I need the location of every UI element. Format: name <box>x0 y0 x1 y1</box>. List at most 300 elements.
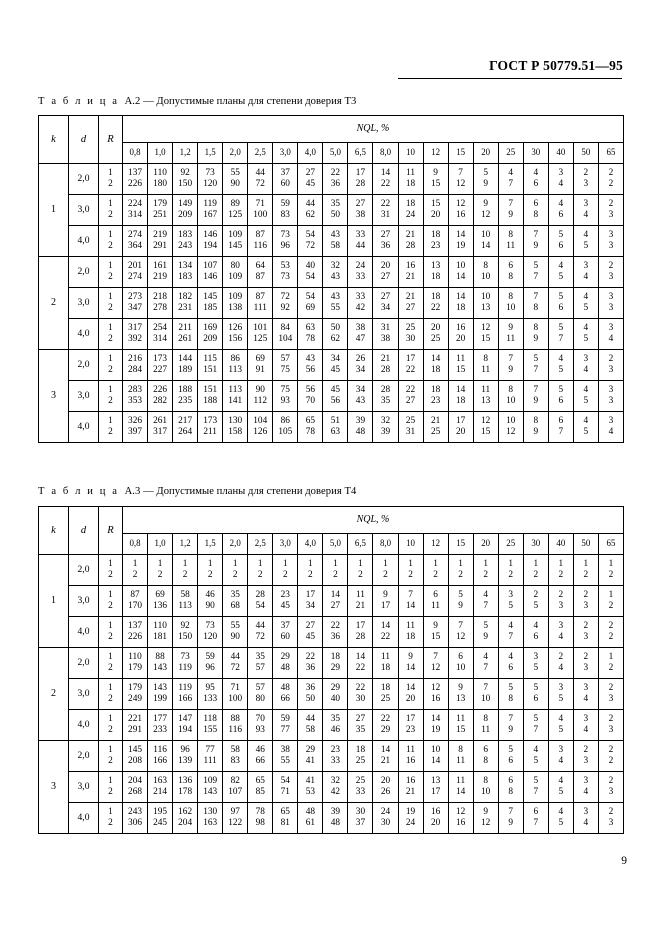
plan-value-n1: 3 <box>583 198 589 209</box>
nql-column-label: 30 <box>523 534 548 555</box>
plan-value-n2: 90 <box>205 601 215 611</box>
plan-value-cell <box>323 350 348 381</box>
plan-value-n1: 1 <box>458 558 463 569</box>
nql-column-label: 6,5 <box>348 534 373 555</box>
plan-value-n2: 10 <box>481 787 491 797</box>
plan-value-cell <box>148 586 173 617</box>
nql-column-label: 0,8 <box>123 534 148 555</box>
plan-value-cell <box>573 772 598 803</box>
plan-value-n1: 7 <box>533 384 539 395</box>
plan-value-n1: 9 <box>408 651 413 662</box>
plan-value-n2: 28 <box>355 179 366 189</box>
plan-value-n2: 194 <box>178 725 193 735</box>
plan-value-cell <box>248 803 273 834</box>
r-value-cell <box>99 164 123 195</box>
plan-value-n1: 221 <box>128 713 142 724</box>
plan-value-n2: 3 <box>608 303 614 313</box>
plan-value-cell <box>223 617 248 648</box>
plan-value-cell <box>198 772 223 803</box>
plan-value-n1: 65 <box>255 775 265 786</box>
plan-value-n1: 16 <box>430 806 441 817</box>
plan-value-n2: 10 <box>455 663 466 673</box>
plan-value-n1: 219 <box>153 229 168 240</box>
plan-value-n2: 22 <box>430 303 441 313</box>
plan-value-cell <box>348 412 373 443</box>
plan-value-n2: 2 <box>608 756 614 766</box>
plan-value-cell <box>248 555 273 586</box>
plan-value-n2: 209 <box>178 210 193 220</box>
plan-value-n1: 2 <box>608 353 614 364</box>
plan-value-n1: 273 <box>128 291 142 302</box>
plan-value-cell <box>448 257 473 288</box>
plan-value-n1: 1 <box>257 558 263 569</box>
r-line-1: 1 <box>108 589 113 600</box>
plan-value-n1: 78 <box>255 806 265 817</box>
plan-value-cell <box>573 617 598 648</box>
plan-value-cell <box>348 710 373 741</box>
plan-value-n1: 14 <box>455 229 466 240</box>
plan-value-cell <box>123 350 148 381</box>
plan-value-n1: 65 <box>305 415 315 426</box>
plan-value-cell <box>423 555 448 586</box>
r-line-1: 1 <box>108 415 113 426</box>
plan-value-cell <box>548 803 573 834</box>
plan-value-n2: 22 <box>380 632 391 642</box>
nql-column-label: 25 <box>498 143 523 164</box>
table-a3 <box>38 506 624 834</box>
plan-value-n2: 98 <box>255 818 265 828</box>
table-row <box>39 772 624 803</box>
plan-value-n1: 39 <box>330 806 341 817</box>
plan-value-n2: 45 <box>305 632 315 642</box>
plan-value-cell <box>198 803 223 834</box>
plan-value-n2: 72 <box>255 179 265 189</box>
plan-value-n2: 16 <box>430 694 441 704</box>
plan-value-n2: 78 <box>305 427 315 437</box>
plan-value-n2: 8 <box>508 787 514 797</box>
plan-value-cell <box>573 741 598 772</box>
plan-value-cell <box>398 226 423 257</box>
plan-value-cell <box>123 319 148 350</box>
plan-value-n2: 20 <box>430 210 441 220</box>
plan-value-n1: 12 <box>430 682 441 693</box>
plan-value-n2: 22 <box>380 179 391 189</box>
plan-value-cell <box>323 164 348 195</box>
d-value-cell: 4,0 <box>69 226 99 257</box>
plan-value-n2: 10 <box>481 694 491 704</box>
r-line-1: 1 <box>108 260 113 271</box>
plan-value-cell <box>448 381 473 412</box>
plan-value-n1: 119 <box>203 198 217 209</box>
plan-value-n2: 21 <box>405 787 416 797</box>
column-header-d: d <box>69 507 99 555</box>
caption-number: А.2 <box>124 96 141 107</box>
plan-value-n2: 36 <box>330 632 341 642</box>
nql-column-label: 12 <box>423 534 448 555</box>
nql-column-label: 4,0 <box>298 143 323 164</box>
plan-value-n1: 107 <box>203 260 218 271</box>
plan-value-n1: 55 <box>230 620 240 631</box>
plan-value-cell <box>373 617 398 648</box>
plan-value-n2: 6 <box>508 756 514 766</box>
plan-value-n2: 145 <box>228 241 243 251</box>
plan-value-n2: 274 <box>128 272 142 282</box>
r-line-2: 2 <box>108 365 113 375</box>
r-value-cell <box>99 412 123 443</box>
plan-value-n2: 183 <box>178 272 193 282</box>
plan-value-cell <box>323 257 348 288</box>
plan-value-n2: 33 <box>355 787 366 797</box>
plan-value-n2: 6 <box>508 663 514 673</box>
d-value-cell: 2,0 <box>69 555 99 586</box>
plan-value-cell <box>298 350 323 381</box>
plan-value-n2: 5 <box>583 427 589 437</box>
plan-value-n2: 113 <box>228 365 243 375</box>
plan-value-n1: 7 <box>533 229 539 240</box>
plan-value-n1: 130 <box>228 415 243 426</box>
plan-value-cell <box>148 648 173 679</box>
plan-value-n2: 24 <box>405 818 416 828</box>
plan-value-n1: 6 <box>483 744 488 755</box>
plan-value-n1: 110 <box>153 167 167 178</box>
plan-value-cell <box>273 381 298 412</box>
plan-value-n2: 80 <box>255 694 265 704</box>
plan-value-n2: 214 <box>153 787 168 797</box>
nql-column-label: 1,0 <box>148 143 173 164</box>
plan-value-n1: 24 <box>355 260 366 271</box>
plan-value-n2: 10 <box>506 396 516 406</box>
plan-value-cell <box>473 772 498 803</box>
plan-value-n2: 58 <box>305 725 315 735</box>
plan-value-cell <box>348 679 373 710</box>
plan-value-cell <box>198 288 223 319</box>
plan-value-n2: 126 <box>253 427 268 437</box>
plan-value-n1: 10 <box>430 744 441 755</box>
nql-column-label: 10 <box>398 143 423 164</box>
nql-column-label: 8,0 <box>373 534 398 555</box>
plan-value-n1: 27 <box>305 167 315 178</box>
plan-value-n2: 28 <box>355 632 366 642</box>
column-header-k: k <box>39 507 69 555</box>
plan-value-n2: 125 <box>228 210 243 220</box>
plan-value-n1: 7 <box>433 651 438 662</box>
plan-value-cell <box>223 555 248 586</box>
plan-value-cell <box>148 617 173 648</box>
plan-value-n1: 3 <box>583 260 589 271</box>
plan-value-cell <box>423 648 448 679</box>
plan-value-n1: 20 <box>380 775 391 786</box>
plan-value-cell <box>398 195 423 226</box>
plan-value-n1: 3 <box>533 651 539 662</box>
plan-value-n1: 211 <box>178 322 192 333</box>
plan-value-cell <box>273 648 298 679</box>
plan-value-n2: 2 <box>132 570 138 580</box>
plan-value-n1: 19 <box>405 806 416 817</box>
plan-value-n2: 47 <box>355 334 366 344</box>
plan-value-n2: 15 <box>481 334 491 344</box>
plan-value-n2: 5 <box>558 787 564 797</box>
plan-value-n1: 145 <box>203 291 218 302</box>
plan-value-n1: 3 <box>558 620 564 631</box>
plan-value-cell <box>373 288 398 319</box>
plan-value-n2: 120 <box>203 632 218 642</box>
plan-value-cell <box>248 288 273 319</box>
plan-value-n2: 55 <box>330 303 341 313</box>
plan-value-cell <box>523 617 548 648</box>
plan-value-cell <box>423 381 448 412</box>
plan-value-n1: 145 <box>128 744 142 755</box>
plan-value-cell <box>223 257 248 288</box>
plan-value-n2: 392 <box>128 334 142 344</box>
plan-value-n2: 45 <box>305 179 315 189</box>
plan-value-cell <box>348 803 373 834</box>
plan-value-n2: 23 <box>430 241 441 251</box>
r-value-cell <box>99 555 123 586</box>
plan-value-n2: 93 <box>255 725 265 735</box>
plan-value-n1: 40 <box>305 260 315 271</box>
plan-value-n2: 170 <box>128 601 142 611</box>
plan-value-cell <box>423 164 448 195</box>
plan-value-n1: 14 <box>430 713 441 724</box>
plan-value-n2: 112 <box>253 396 268 406</box>
plan-value-n2: 9 <box>508 725 514 735</box>
plan-value-cell <box>523 226 548 257</box>
plan-value-cell <box>373 741 398 772</box>
plan-value-n2: 90 <box>230 632 240 642</box>
plan-value-n1: 3 <box>558 682 564 693</box>
plan-value-cell <box>548 648 573 679</box>
plan-value-cell <box>148 679 173 710</box>
plan-value-n1: 14 <box>355 651 366 662</box>
plan-value-n1: 1 <box>383 558 388 569</box>
plan-value-n2: 119 <box>178 663 192 673</box>
plan-value-n2: 6 <box>558 396 564 406</box>
plan-value-cell <box>273 195 298 226</box>
plan-value-n1: 2 <box>608 775 614 786</box>
plan-value-cell <box>398 319 423 350</box>
plan-value-cell <box>173 803 198 834</box>
nql-column-label: 40 <box>548 534 573 555</box>
plan-value-n2: 35 <box>380 396 391 406</box>
r-line-1: 1 <box>108 682 113 693</box>
plan-value-n2: 11 <box>481 725 491 735</box>
r-value-cell <box>99 803 123 834</box>
plan-value-n2: 5 <box>558 272 564 282</box>
plan-value-n2: 9 <box>483 632 488 642</box>
plan-value-cell <box>348 648 373 679</box>
plan-value-n1: 21 <box>405 229 416 240</box>
plan-value-n1: 92 <box>180 167 190 178</box>
r-line-2: 2 <box>108 427 113 437</box>
plan-value-n2: 23 <box>405 725 416 735</box>
plan-value-n1: 2 <box>608 682 614 693</box>
plan-value-cell <box>198 710 223 741</box>
plan-value-n2: 54 <box>305 272 315 282</box>
plan-value-cell <box>123 164 148 195</box>
plan-value-cell <box>348 350 373 381</box>
plan-value-cell <box>473 257 498 288</box>
plan-value-cell <box>273 710 298 741</box>
plan-value-cell <box>323 586 348 617</box>
plan-value-n1: 188 <box>178 384 193 395</box>
plan-value-cell <box>423 412 448 443</box>
nql-column-label: 30 <box>523 143 548 164</box>
plan-value-n1: 48 <box>280 682 290 693</box>
plan-value-n2: 14 <box>430 756 441 766</box>
plan-value-cell <box>298 164 323 195</box>
plan-value-cell <box>223 741 248 772</box>
plan-value-n1: 46 <box>205 589 215 600</box>
plan-value-n2: 25 <box>430 427 441 437</box>
plan-value-n2: 6 <box>533 632 539 642</box>
plan-value-n1: 7 <box>508 713 514 724</box>
plan-value-n1: 274 <box>128 229 142 240</box>
plan-value-n1: 2 <box>558 651 564 662</box>
r-line-2: 2 <box>108 756 113 766</box>
plan-value-n1: 161 <box>153 260 168 271</box>
plan-value-n1: 183 <box>178 229 193 240</box>
plan-value-n1: 4 <box>583 384 589 395</box>
plan-value-n2: 18 <box>455 396 466 406</box>
plan-value-cell <box>548 710 573 741</box>
plan-value-cell <box>548 741 573 772</box>
plan-value-n1: 10 <box>506 415 516 426</box>
plan-value-n1: 8 <box>533 322 539 333</box>
plan-value-n2: 5 <box>558 818 564 828</box>
plan-value-n1: 7 <box>458 620 463 631</box>
plan-value-n1: 45 <box>330 384 341 395</box>
plan-value-cell <box>398 741 423 772</box>
plan-value-n2: 4 <box>583 818 589 828</box>
plan-value-n1: 95 <box>205 682 215 693</box>
plan-value-n1: 48 <box>305 806 315 817</box>
r-value-cell <box>99 617 123 648</box>
plan-value-n2: 2 <box>257 570 263 580</box>
plan-value-cell <box>123 617 148 648</box>
plan-value-n1: 24 <box>380 806 391 817</box>
r-line-1: 1 <box>108 558 113 569</box>
plan-value-n2: 12 <box>481 210 491 220</box>
plan-value-cell <box>148 350 173 381</box>
plan-value-n1: 6 <box>508 260 514 271</box>
r-value-cell <box>99 648 123 679</box>
r-value-cell <box>99 195 123 226</box>
plan-value-cell <box>523 257 548 288</box>
plan-value-n2: 2 <box>157 570 163 580</box>
plan-value-cell <box>548 381 573 412</box>
plan-value-n1: 195 <box>153 806 168 817</box>
plan-value-cell <box>498 648 523 679</box>
plan-value-n1: 96 <box>180 744 190 755</box>
plan-value-n2: 6 <box>558 210 564 220</box>
plan-value-cell <box>273 319 298 350</box>
plan-value-cell <box>198 555 223 586</box>
r-line-1: 1 <box>108 322 113 333</box>
plan-value-n2: 180 <box>153 179 168 189</box>
plan-value-cell <box>473 555 498 586</box>
plan-value-n1: 5 <box>558 291 564 302</box>
plan-value-n1: 11 <box>406 744 416 755</box>
plan-value-cell <box>473 648 498 679</box>
plan-value-cell <box>448 412 473 443</box>
plan-value-cell <box>198 319 223 350</box>
plan-value-cell <box>598 288 623 319</box>
plan-value-n2: 151 <box>203 365 218 375</box>
plan-value-cell <box>423 350 448 381</box>
plan-value-n2: 3 <box>583 179 589 189</box>
plan-value-n1: 86 <box>230 353 240 364</box>
plan-value-n1: 56 <box>305 384 315 395</box>
plan-value-n2: 62 <box>330 334 341 344</box>
plan-value-n2: 28 <box>380 365 391 375</box>
plan-value-cell <box>248 257 273 288</box>
plan-value-cell <box>148 555 173 586</box>
plan-value-n1: 2 <box>608 198 614 209</box>
plan-value-n2: 4 <box>583 694 589 704</box>
plan-value-cell <box>148 412 173 443</box>
plan-value-cell <box>273 350 298 381</box>
plan-value-n2: 15 <box>430 632 441 642</box>
plan-value-n1: 8 <box>458 744 463 755</box>
plan-value-n1: 20 <box>430 322 441 333</box>
k-group-cell: 2 <box>39 648 69 741</box>
plan-value-n1: 218 <box>153 291 168 302</box>
plan-value-n1: 28 <box>380 384 391 395</box>
plan-value-cell <box>398 648 423 679</box>
plan-value-n1: 1 <box>182 558 188 569</box>
plan-value-cell <box>573 412 598 443</box>
plan-value-n1: 1 <box>408 558 413 569</box>
plan-value-n2: 66 <box>280 694 290 704</box>
plan-value-n2: 24 <box>405 210 416 220</box>
plan-value-n2: 14 <box>481 241 491 251</box>
plan-value-n2: 92 <box>280 303 290 313</box>
plan-value-n1: 163 <box>153 775 168 786</box>
plan-value-cell <box>398 586 423 617</box>
plan-value-n2: 3 <box>583 756 589 766</box>
plan-value-n1: 147 <box>178 713 193 724</box>
plan-value-n1: 7 <box>458 167 463 178</box>
r-value-cell <box>99 288 123 319</box>
plan-value-n2: 156 <box>228 334 243 344</box>
plan-value-n1: 151 <box>203 384 218 395</box>
plan-value-n2: 10 <box>506 303 516 313</box>
plan-value-n2: 11 <box>506 334 516 344</box>
plan-value-cell <box>473 319 498 350</box>
plan-value-cell <box>548 350 573 381</box>
plan-value-n1: 35 <box>230 589 240 600</box>
plan-value-n2: 4 <box>558 756 564 766</box>
plan-value-cell <box>448 226 473 257</box>
plan-value-cell <box>248 586 273 617</box>
plan-value-n1: 58 <box>230 744 240 755</box>
r-line-1: 1 <box>108 620 113 631</box>
plan-value-n1: 317 <box>128 322 142 333</box>
plan-value-cell <box>223 226 248 257</box>
plan-value-cell <box>448 350 473 381</box>
plan-value-n1: 2 <box>583 651 589 662</box>
plan-value-n2: 15 <box>455 365 466 375</box>
plan-value-n1: 20 <box>380 260 391 271</box>
nql-column-label: 0,8 <box>123 143 148 164</box>
plan-value-n2: 178 <box>178 787 193 797</box>
plan-value-n2: 14 <box>405 663 416 673</box>
plan-value-n2: 7 <box>483 601 488 611</box>
plan-value-n2: 7 <box>533 725 539 735</box>
plan-value-n2: 268 <box>128 787 142 797</box>
plan-value-cell <box>323 617 348 648</box>
plan-value-n1: 84 <box>280 322 290 333</box>
